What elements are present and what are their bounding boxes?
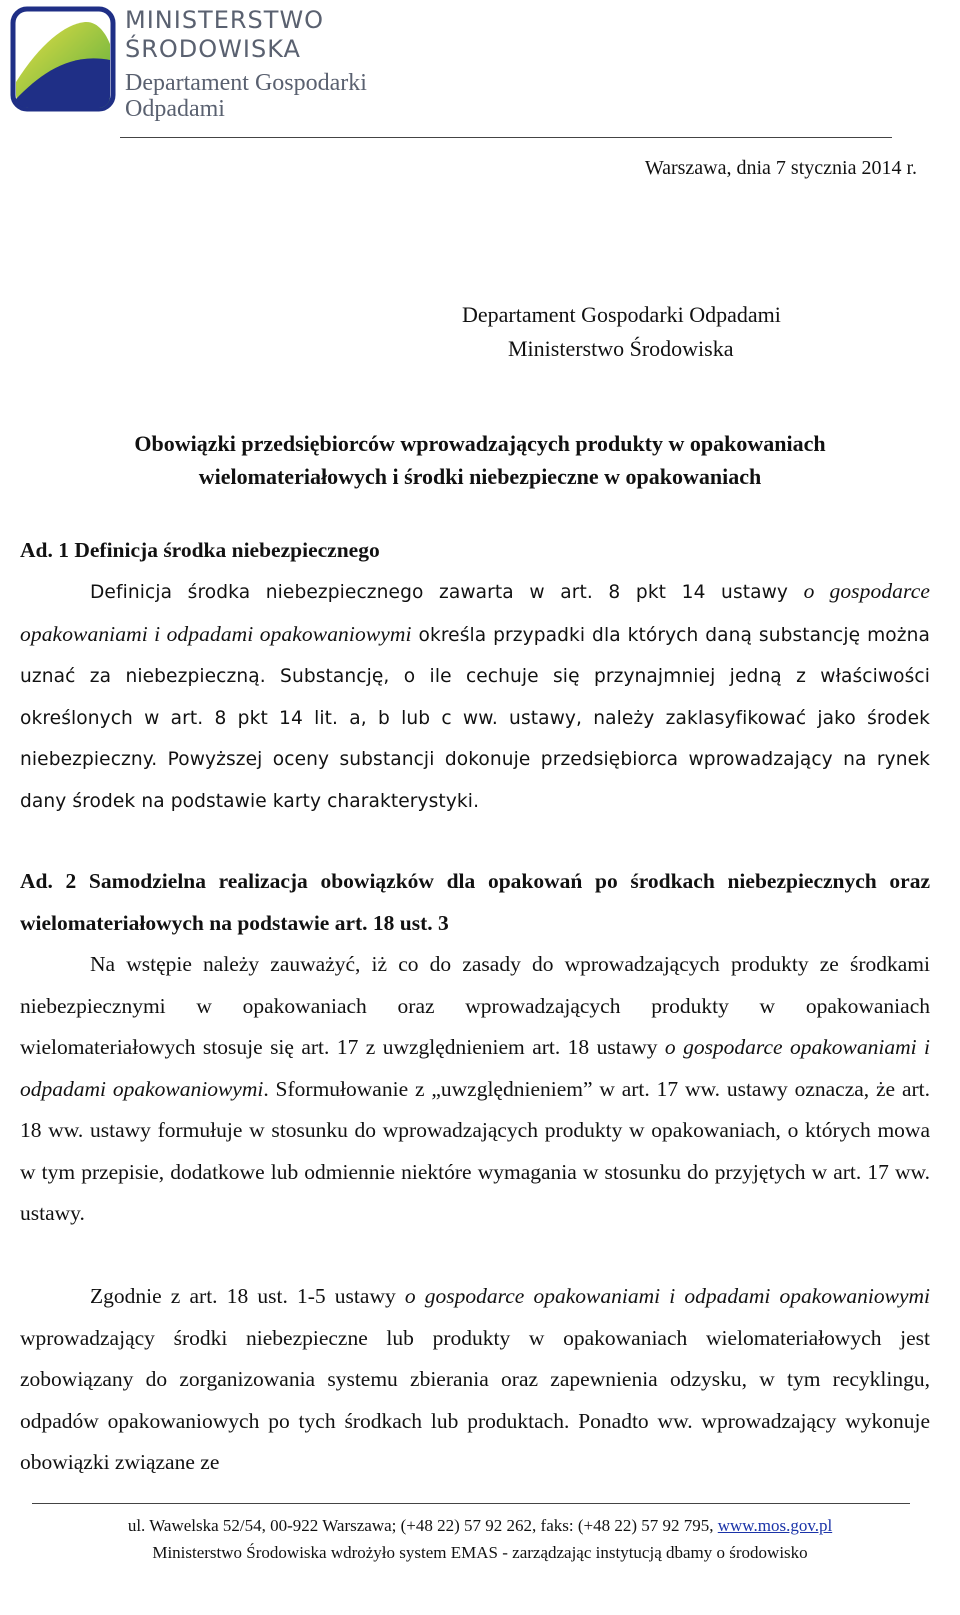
recipient-line2: Ministerstwo Środowiska <box>508 336 734 361</box>
section-heading-ad1: Ad. 1 Definicja środka niebezpiecznego <box>20 538 380 562</box>
letterhead-department-line1: Departament Gospodarki <box>125 70 367 96</box>
act-title-italic: o gospodarce opakowaniami i odpadami opakowaniowymi <box>20 1035 930 1101</box>
ministry-logo-icon <box>10 4 118 116</box>
letterhead-ministry-line1: MINISTERSTWO <box>125 6 325 34</box>
paragraph-text: określa przypadki dla których daną substancję można uznać za niebezpieczną. Substancję, o ile cechuje się przynajmniej jedną z właściwości określonych w art. 8 pkt 14 lit. a, b lub c ww. ustawy, należy zaklasyfikować jako środek niebezpieczny. Powyższej oceny substancji dokonuje przedsiębiorca wprowadzający na rynek dany środek na podstawie karty charakterystyki. <box>20 624 930 812</box>
act-title-italic: o gospodarce opakowaniami i odpadami opakowaniowymi <box>404 1284 930 1308</box>
section-ad1-body <box>20 571 930 822</box>
paragraph-text: Zgodnie z art. 18 ust. 1-5 ustawy <box>90 1284 405 1308</box>
section-heading-ad2: Ad. 2 Samodzielna realizacja obowiązków dla opakowań po środkach niebezpiecznych oraz wielomateriałowych na podstawie art. 18 ust. 3 <box>20 869 930 935</box>
paragraph-text: . Sformułowanie z „uwzględnieniem” w art. 17 ww. ustawy oznacza, że art. 18 ww. ustawy formułuje w stosunku do wprowadzających produkty w opakowaniach, o których mowa w tym przepisie, dodatkowe lub odmiennie niektóre wymagania w stosunku do przyjętych w art. 17 ww. ustawy. <box>20 1076 930 1225</box>
paragraph-text: Definicja środka niebezpiecznego zawarta w art. 8 pkt 14 ustawy <box>90 582 804 603</box>
document-date: Warszawa, dnia 7 stycznia 2014 r. <box>644 157 917 179</box>
paragraph <box>20 944 930 1235</box>
paragraph <box>20 571 930 822</box>
footer-emas-statement: Ministerstwo Środowiska wdrożyło system EMAS - zarządzając instytucją dbamy o środowisko <box>152 1543 808 1562</box>
paragraph-text: Na wstępie należy zauważyć, iż co do zasady do wprowadzających produkty ze środkami niebezpiecznymi w opakowaniach oraz wprowadzających produkty w opakowaniach wielomateriałowych stosuje się art. 17 z uwzględnieniem art. 18 ustawy <box>20 952 930 1059</box>
section-ad2-body-continued <box>20 1276 930 1484</box>
recipient-line1: Departament Gospodarki Odpadami <box>462 302 781 327</box>
paragraph <box>20 1276 930 1484</box>
document-title-line2: wielomateriałowych i środki niebezpieczne w opakowaniach <box>198 464 762 489</box>
letterhead <box>10 4 410 126</box>
ministry-website-link[interactable]: www.mos.gov.pl <box>717 1516 833 1535</box>
document-title-line1: Obowiązki przedsiębiorców wprowadzających produkty w opakowaniach <box>134 431 826 456</box>
paragraph-text: wprowadzający środki niebezpieczne lub produkty w opakowaniach wielomateriałowych jest zobowiązany do zorganizowania systemu zbierania oraz zapewnienia odzysku, w tym recyklingu, odpadów opakowaniowych po tych środkach lub produktach. Ponadto ww. wprowadzający wykonuje obowiązki związane ze <box>20 1325 930 1474</box>
letterhead-department-line2: Odpadami <box>125 96 225 122</box>
footer-address <box>0 1516 960 1536</box>
act-title-italic: o gospodarce opakowaniami i odpadami opakowaniowymi <box>20 579 930 646</box>
section-ad2-body <box>20 944 930 1235</box>
header-divider <box>120 137 892 138</box>
footer-contact-text: ul. Wawelska 52/54, 00-922 Warszawa; (+48 22) 57 92 262, faks: (+48 22) 57 92 795, <box>127 1516 718 1535</box>
letterhead-ministry-line2: ŚRODOWISKA <box>125 35 301 63</box>
footer-divider <box>32 1503 910 1504</box>
